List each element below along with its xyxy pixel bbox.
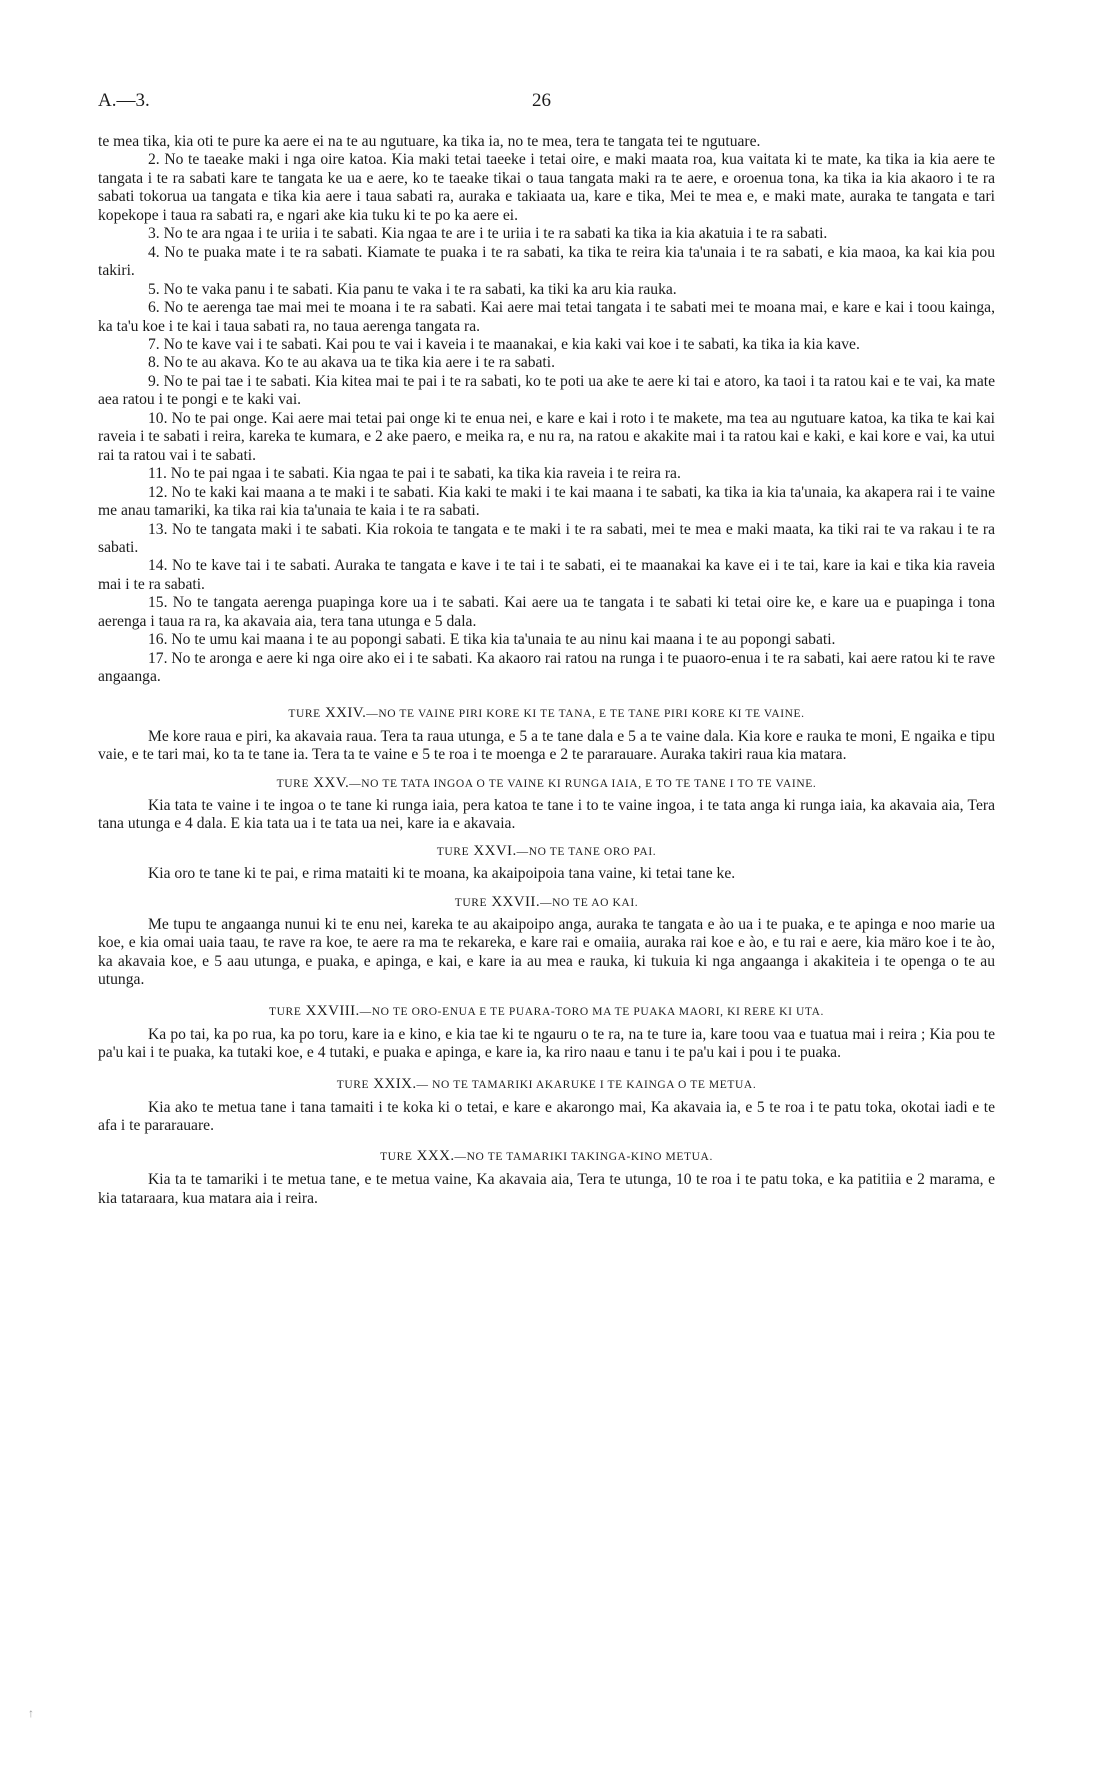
section-title: —NO TE VAINE PIRI KORE KI TE TANA, E TE TANE PIRI KORE KI TE VAINE. bbox=[366, 707, 805, 720]
clause-4: 4. No te puaka mate i te ra sabati. Kiamate te puaka i te ra sabati, ka tika te reira kia ta'unaia i te ra sabati, e kia maoa, ka kai kia pou takiri. bbox=[98, 243, 995, 280]
section-roman-numeral: XXVIII. bbox=[305, 1002, 360, 1019]
section-body-xxv: Kia tata te vaine i te ingoa o te tane ki runga iaia, pera katoa te tane i to te vaine ingoa, i te tata anga ki runga iaia, ka akavaia aia, Tera tana utunga e 4 dala. E kia tata ua i te tata ua nei, kare ia e akavaia. bbox=[98, 796, 995, 832]
clause-5: 5. No te vaka panu i te sabati. Kia panu te vaka i te ra sabati, ka tiki ka aru kia rauka. bbox=[148, 280, 677, 298]
clause-9: 9. No te pai tae i te sabati. Kia kitea mai te pai i te ra sabati, ko te poti ua ake te aere ki tai e atoro, ka taoi i ta ratou kai e te vai, ka mate aea ratou i te pongi e te kaki vai. bbox=[98, 372, 995, 409]
section-body-xxiv: Me kore raua e piri, ka akavaia raua. Tera ta raua utunga, e 5 a te tane dala e 5 a te vaine dala. Kia kore e rauka te moni, E ngaika e tipu vaie, e te tari mai, ko ta te tane ia. Tera ta te vaine e 5 te roa i te moenga e 2 te pararauare. Auraka takiri raua kia matara. bbox=[98, 727, 995, 764]
section-heading-xxv bbox=[98, 774, 995, 793]
clause-11: 11. No te pai ngaa i te sabati. Kia ngaa te pai i te sabati, ka tika kia raveia i te reira ra. bbox=[148, 465, 681, 483]
section-ture-label: TURE bbox=[436, 846, 470, 859]
section-heading-xxviii bbox=[98, 1002, 995, 1021]
clause-14: 14. No te kave tai i te sabati. Auraka te tangata e kave i te tai i te sabati, ei te maanakai ka kave ei i te tai, kare ia kai e tika kia raveia mai i te ra sabati. bbox=[98, 557, 995, 593]
section-ture-label: TURE bbox=[454, 896, 488, 909]
section-roman-numeral: XXVII. bbox=[491, 893, 540, 910]
section-body-xxvi: Kia oro te tane ki te pai, e rima mataiti ki te moana, ka akaipoipoia tana vaine, ki tetai tane ke. bbox=[148, 865, 736, 883]
section-ture-label: TURE bbox=[288, 707, 321, 720]
clause-15: 15. No te tangata aerenga puapinga kore ua i te sabati. Kai aere ua te tangata i te sabati ki tetai oire ke, e kare ua e puapinga i tona aerenga i taua ra ra, ka akavaia aia, tera tana utunga e 5 dala. bbox=[98, 594, 995, 630]
section-title: — NO TE TAMARIKI AKARUKE I TE KAINGA O TE METUA. bbox=[416, 1078, 757, 1091]
section-ture-label: TURE bbox=[380, 1151, 413, 1164]
section-title: —NO TE ORO-ENUA E TE PUARA-TORO MA TE PUAKA MAORI, KI RERE KI UTA. bbox=[359, 1005, 824, 1018]
section-title: —NO TE TAMARIKI TAKINGA-KINO METUA. bbox=[454, 1151, 713, 1164]
section-heading-xxx bbox=[98, 1147, 995, 1166]
clause-3: 3. No te ara ngaa i te uriia i te sabati. Kia ngaa te are i te uriia i te ra sabati ka tika ia kia akatuia i te ra sabati. bbox=[148, 225, 828, 243]
section-title: —NO TE TATA INGOA O TE VAINE KI RUNGA IAIA, E TO TE TANE I TO TE VAINE. bbox=[349, 777, 817, 790]
section-body-xxx: Kia ta te tamariki i te metua tane, e te metua vaine, Ka akavaia aia, Tera te utunga, 10 te roa i te patu toka, e ka patitiia e 2 marama, e kia tataraara, kua matara aia i reira. bbox=[98, 1171, 995, 1207]
section-body-xxvii: Me tupu te angaanga nunui ki te enu nei, kareka te au akaipoipo anga, auraka te tangata e ào ua i te puaka, e te apinga e noo marie ua koe, e kia omai uaia taau, te rave ra koe, te aere ra ma te rekareka, e kare rai e omaiia, auraka rai koe e ào, e tu rai e aere, kia märo koe i te ào, ka akavaia koe, e 5 aau utunga, e puaka, e apinga, e kai, e kare ia au mea e rauka, ki tukuia ki nga angaanga i akakiteia i te openga o te au utunga. bbox=[98, 915, 995, 989]
clause-2: 2. No te taeake maki i nga oire katoa. Kia maki tetai taeeke i tetai oire, e maki maata roa, kua vaitata ki te mate, ka tika ia kia aere te tangata i te ra sabati kare te tangata ke ua e aere, ko te taeake tikai o taua tangata maki ra te aere, e oroenua tona, ka tika ia kia akaoro i te ra sabati tokorua ua tangata e tika kia aere i taua sabati ra, auraka e takiaata ua, kare e tika, Mei te mea e, e maki mate, auraka te tangata e tari kopekope i taua ra sabati ra, e ngari ake kia tuku ki te po ka aere ei. bbox=[98, 151, 995, 224]
continued-paragraph: te mea tika, kia oti te pure ka aere ei na te au ngutuare, ka tika ia, no te mea, tera te tangata tei te ngutuare. bbox=[98, 133, 761, 150]
document-reference: A.—3. bbox=[98, 90, 150, 111]
section-roman-numeral: XXV. bbox=[313, 774, 350, 791]
clause-17: 17. No te aronga e aere ki nga oire ako ei i te sabati. Ka akaoro rai ratou na runga i te puaoro-enua i te ra sabati, kai aere ratou ki te rave angaanga. bbox=[98, 649, 995, 686]
page-number: 26 bbox=[532, 90, 551, 111]
section-title: —NO TE AO KAI. bbox=[539, 896, 639, 909]
clause-6: 6. No te aerenga tae mai mei te moana i te ra sabati. Kai aere mai tetai tangata i te sabati mei te moana mai, e kare e kai i toou kainga, ka ta'u koe i te kai i taua sabati ra, no taua aerenga tangata ra. bbox=[98, 299, 995, 335]
clause-16: 16. No te umu kai maana i te au popongi sabati. E tika kia ta'unaia te au ninu kai maana i te au popongi sabati. bbox=[148, 631, 836, 649]
section-body-xxix: Kia ako te metua tane i tana tamaiti i te koka ki o tetai, e kare e akarongo mai, Ka akavaia ia, e 5 te roa i te patu toka, okotai iadi e te afa i te pararauare. bbox=[98, 1098, 995, 1135]
section-roman-numeral: XXX. bbox=[416, 1148, 455, 1165]
clause-7: 7. No te kave vai i te sabati. Kai pou te vai i kaveia i te maanakai, e kia kaki vai koe i te sabati, ka tika ia kia kave. bbox=[148, 335, 860, 353]
clause-8: 8. No te au akava. Ko te au akava ua te tika kia aere i te ra sabati. bbox=[148, 354, 555, 372]
page-header bbox=[98, 90, 998, 120]
section-roman-numeral: XXIX. bbox=[373, 1075, 417, 1092]
clause-10: 10. No te pai onge. Kai aere mai tetai pai onge ki te enua nei, e kare e kai i roto i te makete, ma tea au ngutuare katoa, ka tika te kai kai raveia i te sabati i reira, kareka te kumara, e 2 ake paero, e meika ra, e nu ra, na ratou e akakite mai i ta ratou kai e kaki, e kai kore e vai, ka utui rai ta ratou vai i te sabati. bbox=[98, 409, 995, 464]
section-heading-xxvi bbox=[98, 842, 995, 861]
clause-13: 13. No te tangata maki i te sabati. Kia rokoia te tangata e te maki i te ra sabati, mei te mea e maki maata, ka tiki rai te va rakau i te ra sabati. bbox=[98, 520, 995, 556]
section-ture-label: TURE bbox=[336, 1078, 370, 1091]
section-heading-xxix bbox=[98, 1075, 995, 1094]
margin-mark: ↑ bbox=[28, 1706, 34, 1720]
section-body-xxviii: Ka po tai, ka po rua, ka po toru, kare ia e kino, e kia tae ki te ngauru o te ra, na te ture ia, kare toou vaa e tuatua mai i reira ; Kia pou te pa'u kai i te puaka, ka tutaki koe, e 4 tutaki, e puaka e apinga, e kare ia, ka riro naau e tanu i te pa'u kai i pou i te puaka. bbox=[98, 1025, 995, 1062]
section-heading-xxiv bbox=[98, 704, 995, 723]
section-ture-label: TURE bbox=[269, 1005, 302, 1018]
section-title: —NO TE TANE ORO PAI. bbox=[516, 846, 657, 859]
section-heading-xxvii bbox=[98, 893, 995, 912]
section-ture-label: TURE bbox=[276, 777, 310, 790]
clause-12: 12. No te kaki kai maana a te maki i te sabati. Kia kaki te maki i te kai maana i te sabati, ka tika ia kia ta'unaia, ka akapera rai i te vaine me anau tamariki, ka tika rai kia ta'unaia te kaia i te ra sabati. bbox=[98, 483, 995, 520]
section-roman-numeral: XXIV. bbox=[324, 704, 367, 721]
document-body bbox=[98, 133, 995, 1208]
section-roman-numeral: XXVI. bbox=[473, 843, 517, 860]
